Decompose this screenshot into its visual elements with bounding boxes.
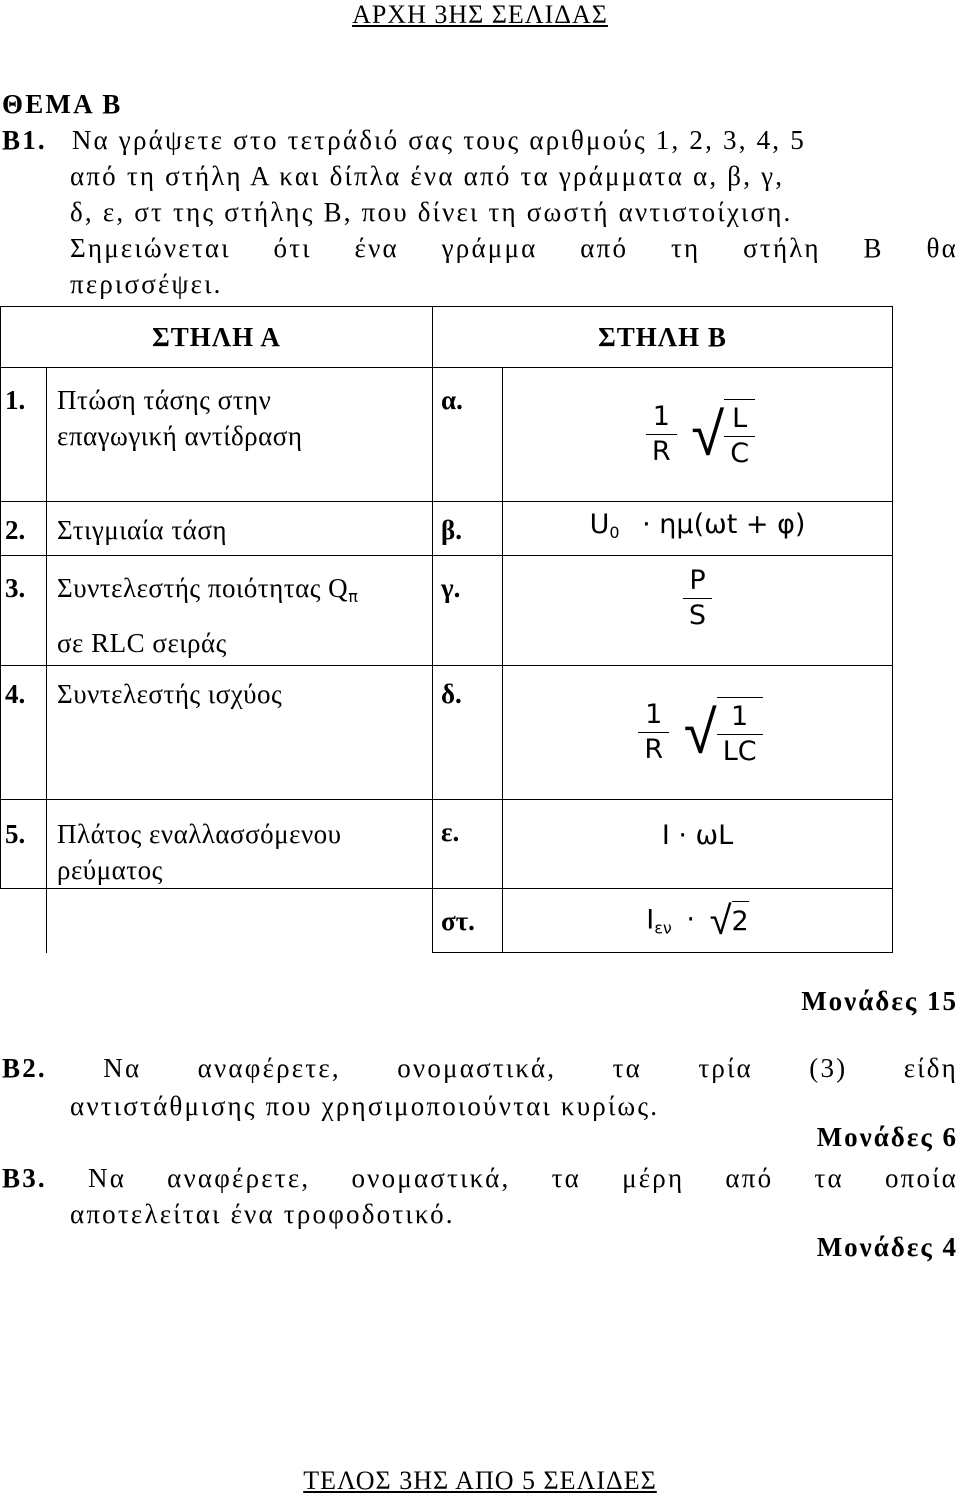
table-row xyxy=(1,666,893,800)
row-text xyxy=(47,800,433,889)
table-row xyxy=(1,502,893,556)
b2-label: Β2. xyxy=(2,1053,47,1083)
row-text xyxy=(47,368,433,502)
row-text-line1: Πτώση τάσης στην xyxy=(57,385,272,415)
formula-d-rden: LC xyxy=(722,735,757,767)
sqrt-icon: √ xyxy=(683,697,717,768)
formula-st-dot: · xyxy=(686,904,695,935)
formula-d-den: R xyxy=(644,734,664,765)
column-a-header: ΣΤΗΛΗ Α xyxy=(1,307,433,368)
row-number: 3. xyxy=(1,556,47,666)
formula-c-num: P xyxy=(683,564,712,599)
b3-line1-row xyxy=(2,1160,958,1196)
row-letter: β. xyxy=(433,502,503,556)
formula-d xyxy=(503,666,893,800)
sqrt-icon: √ xyxy=(691,399,725,470)
formula-c-den: S xyxy=(688,600,707,631)
row-text-empty xyxy=(47,889,433,953)
row-letter: α. xyxy=(433,368,503,502)
row-text xyxy=(47,556,433,666)
table-header-row xyxy=(1,307,893,368)
formula-st-rad: 2 xyxy=(732,901,749,940)
row-text-line1: Πλάτος εναλλασσόμενου xyxy=(57,819,342,849)
formula-st xyxy=(503,889,893,953)
b3-line2: αποτελείται ένα τροφοδοτικό. xyxy=(70,1199,455,1229)
table-row xyxy=(1,556,893,666)
b3-line1: Να αναφέρετε, ονομαστικά, τα μέρη από τα οποία xyxy=(88,1163,959,1193)
row-number: 4. xyxy=(1,666,47,800)
page-header: ΑΡΧΗ 3ΗΣ ΣΕΛΙΔΑΣ xyxy=(352,0,608,29)
b3-marks: Μονάδες 4 xyxy=(816,1232,958,1262)
row-text-line1: Συντελεστής ποιότητας Q xyxy=(57,573,349,603)
b2-line1-row xyxy=(2,1050,958,1086)
formula-a-num: 1 xyxy=(646,400,677,435)
formula-b-sub: 0 xyxy=(609,522,620,542)
page-footer: ΤΕΛΟΣ 3ΗΣ ΑΠΟ 5 ΣΕΛΙΔΕΣ xyxy=(303,1466,657,1495)
row-text-line2: επαγωγική αντίδραση xyxy=(57,421,303,451)
row-text: Συντελεστής ισχύος xyxy=(47,666,433,800)
table-row xyxy=(1,800,893,889)
formula-a xyxy=(503,368,893,502)
formula-st-main: I xyxy=(646,904,655,935)
row-letter: στ. xyxy=(433,889,503,953)
formula-e: I · ωL xyxy=(503,800,893,889)
formula-b-rest: · ημ(ωt + φ) xyxy=(642,508,806,540)
row-number-empty xyxy=(1,889,47,953)
b1-marks: Μονάδες 15 xyxy=(801,986,958,1016)
formula-d-rnum: 1 xyxy=(717,700,763,735)
row-letter: γ. xyxy=(433,556,503,666)
b1-line1: Να γράψετε στο τετράδιό σας τους αριθμούς 1, 2, 3, 4, 5 xyxy=(71,125,806,155)
b3-label: Β3. xyxy=(2,1163,47,1193)
b1-line4: Σημειώνεται ότι ένα γράμμα από τη στήλη Β θα xyxy=(70,233,958,263)
formula-a-rnum: L xyxy=(724,402,755,437)
row-letter: δ. xyxy=(433,666,503,800)
theme-title: ΘΕΜΑ Β xyxy=(2,89,123,119)
row-number: 2. xyxy=(1,502,47,556)
formula-a-den: R xyxy=(651,436,671,467)
row-text-line2: ρεύματος xyxy=(57,855,163,885)
column-b-header: ΣΤΗΛΗ Β xyxy=(433,307,893,368)
row-text-line2: σε RLC σειράς xyxy=(57,628,227,658)
formula-a-rden: C xyxy=(730,437,750,469)
b1-label: Β1. xyxy=(2,125,47,155)
table-row xyxy=(1,368,893,502)
formula-st-sub: εν xyxy=(654,918,672,937)
row-number: 1. xyxy=(1,368,47,502)
row-text: Στιγμιαία τάση xyxy=(47,502,433,556)
b1-line5: περισσέψει. xyxy=(70,269,223,299)
formula-d-num: 1 xyxy=(638,698,669,733)
b2-line2: αντιστάθμισης που χρησιμοποιούνται κυρίως. xyxy=(70,1091,660,1121)
b2-line1: Να αναφέρετε, ονομαστικά, τα τρία (3) είδη xyxy=(103,1053,958,1083)
b1-line2: από τη στήλη Α και δίπλα ένα από τα γράμματα α, β, γ, xyxy=(70,161,785,191)
sqrt-icon: √ xyxy=(709,897,732,944)
formula-b-main: U xyxy=(589,508,610,540)
row-letter: ε. xyxy=(433,800,503,889)
b1-line3: δ, ε, στ της στήλης Β, που δίνει τη σωστή αντιστοίχιση. xyxy=(70,197,793,227)
matching-table xyxy=(0,306,893,953)
formula-c xyxy=(503,556,893,666)
row-number: 5. xyxy=(1,800,47,889)
table-row xyxy=(1,889,893,953)
b2-marks: Μονάδες 6 xyxy=(816,1122,958,1152)
row-text-sub: π xyxy=(348,587,359,606)
b1-line1-row xyxy=(2,122,960,158)
formula-b xyxy=(503,502,893,556)
